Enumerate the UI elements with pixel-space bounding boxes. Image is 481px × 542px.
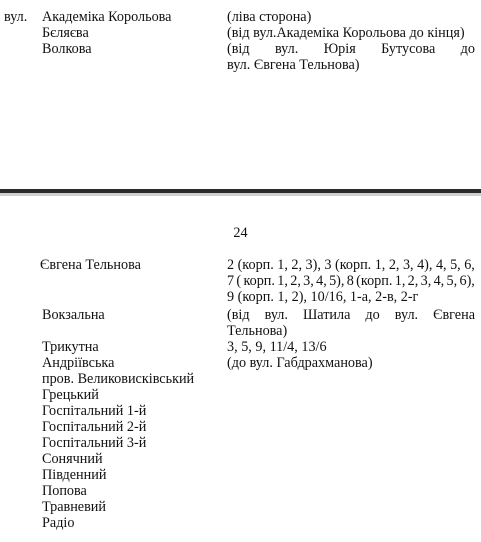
word: 4,: [433, 273, 445, 289]
word: 3),: [305, 257, 321, 273]
word: Євгена: [433, 307, 475, 323]
word: до: [460, 41, 475, 57]
lane-name: Травневий: [42, 499, 106, 515]
word: Юрія: [323, 41, 356, 57]
lane-name: Південний: [42, 467, 107, 483]
building-list-text: 9 (корп. 1, 2), 10/16, 1-а, 2-в, 2-г: [227, 289, 419, 305]
street-prefix: вул.: [4, 9, 28, 25]
street-name-trykutna: Трикутна: [42, 339, 99, 355]
description-line-text: Тельнова): [227, 323, 288, 339]
word: 3,: [303, 273, 314, 289]
street-name: Академіка Корольова: [42, 9, 172, 25]
word: до: [365, 307, 380, 323]
building-list-line: [227, 273, 475, 289]
lane-name: Грецький: [42, 387, 99, 403]
word: 4),: [417, 257, 433, 273]
word: 3: [324, 257, 332, 273]
word: корп.: [243, 273, 275, 289]
description-line: [227, 323, 475, 339]
word: вул.: [264, 307, 288, 323]
street-description: [227, 307, 475, 339]
word: 2,: [290, 273, 301, 289]
word: 1,: [374, 257, 386, 273]
word: 4,: [316, 273, 327, 289]
word: (корп.: [237, 257, 274, 273]
page-break-band: [0, 193, 481, 196]
street-name-andriivska: Андріївська: [42, 355, 115, 371]
word: (корп.: [356, 273, 393, 289]
word: 4,: [435, 257, 447, 273]
lane-name: Сонячний: [42, 451, 103, 467]
word: (від: [227, 307, 250, 323]
word: 5,: [450, 257, 461, 273]
lane-name: Госпітальний 1-й: [42, 403, 147, 419]
building-list-line: [227, 257, 475, 273]
word: 2: [227, 257, 235, 273]
street-description: (від вул.Академіка Корольова до кінця): [227, 25, 465, 41]
street-row-volkova-cont: [0, 57, 481, 73]
description-line: [227, 41, 475, 57]
word: 2,: [388, 257, 400, 273]
street-description-continued: вул. Євгена Тельнова): [227, 57, 360, 73]
street-description: (до вул. Габдрахманова): [227, 355, 373, 371]
word: 2,: [407, 273, 419, 289]
word: (корп.: [334, 257, 372, 273]
building-list: 3, 5, 9, 11/4, 13/6: [227, 339, 327, 355]
word: (від: [227, 41, 250, 57]
description-line: [227, 307, 475, 323]
word: 5,: [446, 273, 458, 289]
word: 1,: [394, 273, 406, 289]
word: 7: [227, 273, 235, 289]
word: вул.: [274, 41, 299, 57]
street-description: [227, 41, 475, 57]
word: 1,: [277, 273, 288, 289]
street-row-volkova: [0, 41, 481, 57]
building-list: [227, 257, 475, 305]
street-name: Волкова: [42, 41, 92, 57]
building-list-line: [227, 289, 475, 305]
street-name-vokzalna: Вокзальна: [42, 307, 105, 323]
word: Бутусова: [381, 41, 436, 57]
lane-name: Госпітальний 2-й: [42, 419, 147, 435]
word: вул.: [394, 307, 419, 323]
word: 8: [346, 273, 354, 289]
street-description: (ліва сторона): [227, 9, 312, 25]
word: 5),: [329, 273, 345, 289]
lane-name: Радіо: [42, 515, 75, 531]
lane-name: Попова: [42, 483, 87, 499]
word: 6),: [459, 273, 475, 289]
page-number: 24: [233, 225, 248, 241]
word: 3,: [420, 273, 432, 289]
street-row-bieliaieva: [0, 25, 481, 41]
word: 1,: [277, 257, 288, 273]
word: 2,: [291, 257, 303, 273]
word: (: [236, 273, 242, 289]
word: 3,: [402, 257, 414, 273]
street-name: Бєляєва: [42, 25, 89, 41]
lane-name: Госпітальний 3-й: [42, 435, 147, 451]
word: 6,: [464, 257, 475, 273]
street-row-korolova: [0, 9, 481, 25]
street-name-telnova: Євгена Тельнова: [40, 257, 141, 273]
lane-name: пров. Великовисківський: [42, 371, 195, 387]
word: Шатила: [302, 307, 351, 323]
